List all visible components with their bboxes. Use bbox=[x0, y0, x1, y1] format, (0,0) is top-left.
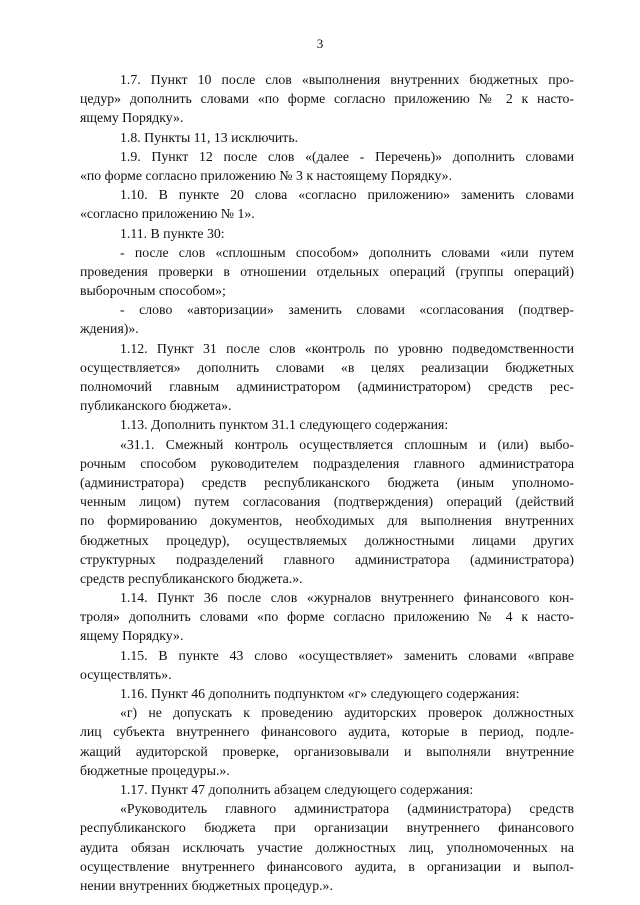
text-line: «31.1. Смежный контроль осуществляется сплошным и (или) выбо- bbox=[120, 436, 574, 452]
text-line: средств республиканского бюджета.». bbox=[80, 570, 303, 586]
text-line: полномочий главным администратором (администратором) средств рес- bbox=[80, 379, 574, 394]
text-line: 1.10. В пункте 20 слова «согласно приложению» заменить словами bbox=[120, 187, 574, 203]
text-line: осуществляется» дополнить словами «в целях реализации бюджетных bbox=[80, 359, 574, 375]
text-line: 1.11. В пункте 30: bbox=[120, 225, 225, 241]
text-line: - слово «авторизации» заменить словами «согласования (подтвер- bbox=[120, 302, 574, 318]
text-line: 1.12. Пункт 31 после слов «контроль по уровню подведомственности bbox=[120, 340, 574, 356]
text-line: проведения проверки в отношении отдельных операций (группы операций) bbox=[80, 263, 574, 279]
text-line: 1.14. Пункт 36 после слов «журналов внутреннего финансового кон- bbox=[120, 590, 574, 606]
text-line: 1.16. Пункт 46 дополнить подпунктом «г» следующего содержания: bbox=[120, 686, 520, 701]
text-line: 1.17. Пункт 47 дополнить абзацем следующего содержания: bbox=[120, 781, 474, 797]
text-line: выборочным способом»; bbox=[80, 283, 226, 299]
text-line: «по форме согласно приложению № 3 к настоящему Порядку». bbox=[80, 167, 453, 183]
text-line: 1.7. Пункт 10 после слов «выполнения внутренних бюджетных про- bbox=[120, 72, 574, 87]
text-line: аудита обязан исключать участие должностных лиц, уполномоченных на bbox=[80, 839, 574, 855]
text-line: лиц субъекта внутреннего финансового аудита, которые в период, подле- bbox=[80, 724, 574, 740]
text-line: республиканского бюджета при организации внутреннего финансового bbox=[80, 820, 574, 836]
text-line: - после слов «сплошным способом» дополнить словами «или путем bbox=[120, 244, 574, 260]
text-line: ждения)». bbox=[80, 321, 139, 337]
text-line: осуществлять». bbox=[80, 666, 172, 682]
text-line: троля» дополнить словами «по форме согласно приложению № 4 к насто- bbox=[80, 609, 574, 625]
text-line: «Руководитель главного администратора (администратора) средств bbox=[120, 801, 574, 817]
text-line: бюджетные процедуры.». bbox=[80, 762, 230, 778]
text-line: жащий аудиторской проверке, организовывали и выполняли внутренние bbox=[80, 743, 574, 759]
text-line: ящему Порядку». bbox=[80, 628, 184, 644]
text-line: бюджетных процедур), осуществляемых должностными лицами других bbox=[80, 532, 574, 548]
text-line: 1.8. Пункты 11, 13 исключить. bbox=[120, 129, 299, 145]
text-line: цедур» дополнить словами «по форме согласно приложению № 2 к насто- bbox=[80, 91, 574, 107]
text-line: 1.9. Пункт 12 после слов «(далее - Перечень)» дополнить словами bbox=[120, 148, 574, 164]
text-line: 1.13. Дополнить пунктом 31.1 следующего содержания: bbox=[120, 417, 449, 433]
text-line: осуществление внутреннего финансового аудита, в организации и выпол- bbox=[80, 858, 574, 874]
text-line: «согласно приложению № 1». bbox=[80, 206, 255, 222]
text-line: 1.15. В пункте 43 слово «осуществляет» заменить словами «вправе bbox=[120, 647, 574, 663]
text-line: (администратора) средств республиканского бюджета (иным уполномо- bbox=[80, 474, 574, 490]
document-body bbox=[80, 70, 574, 895]
text-line: публиканского бюджета». bbox=[80, 398, 232, 414]
text-line: «г) не допускать к проведению аудиторских проверок должностных bbox=[120, 705, 574, 721]
text-line: по формированию документов, необходимых для выполнения внутренних bbox=[80, 513, 574, 529]
text-line: ящему Порядку». bbox=[80, 110, 184, 126]
text-line: ченным лицом) путем согласования (подтверждения) операций (действий bbox=[80, 494, 574, 510]
text-line: нении внутренних бюджетных процедур.». bbox=[80, 877, 333, 893]
page-number: 3 bbox=[316, 36, 324, 51]
text-line: структурных подразделений главного администратора (администратора) bbox=[80, 551, 574, 567]
text-line: рочным способом руководителем подразделения главного администратора bbox=[80, 455, 574, 471]
